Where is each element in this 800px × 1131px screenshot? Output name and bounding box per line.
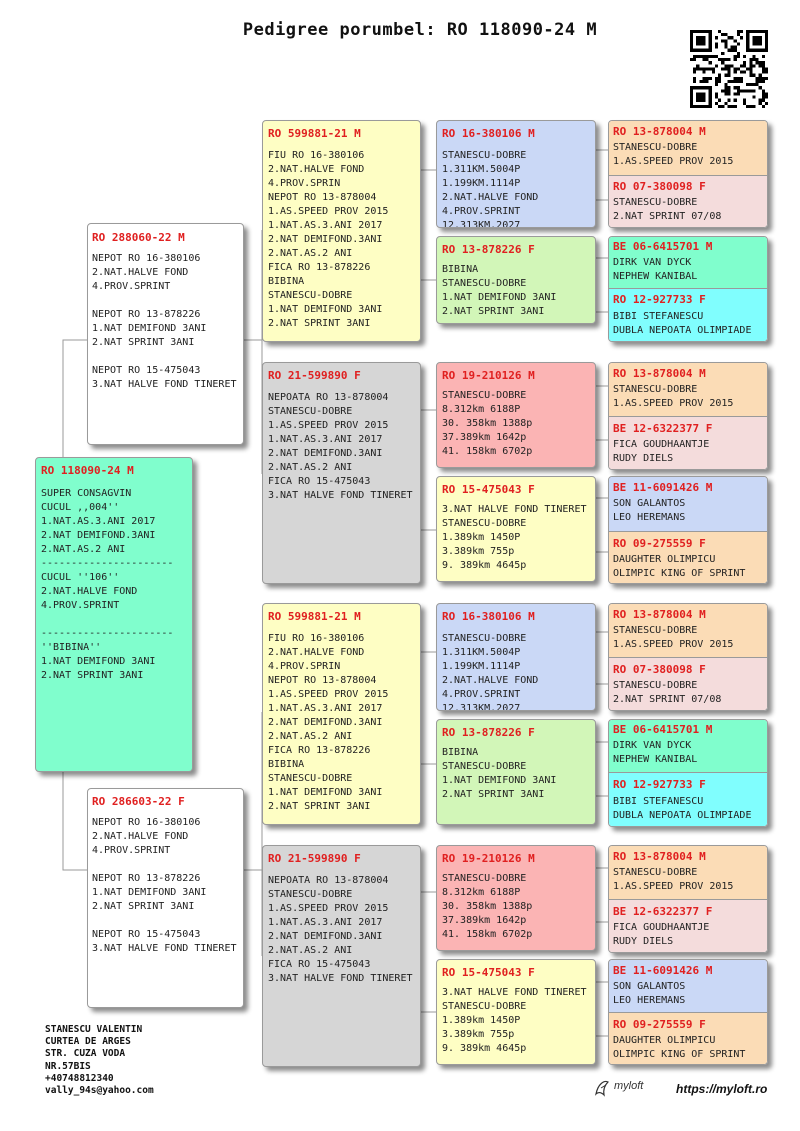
g4-details: FICA GOUDHAANTJE RUDY DIELS: [613, 922, 710, 947]
great-grandparent-ring: RO 19-210126 M: [442, 369, 535, 382]
g4-pair-card: [608, 120, 768, 228]
g4-ancestor[interactable]: [609, 846, 767, 899]
g4-details: SON GALANTOS LEO HEREMANS: [613, 498, 686, 523]
g4-details: STANESCU-DOBRE 1.AS.SPEED PROV 2015: [613, 625, 734, 650]
g4-details: STANESCU-DOBRE 2.NAT SPRINT 07/08: [613, 680, 722, 705]
g4-ring: RO 12-927733 F: [613, 293, 706, 306]
sire-ring: RO 288060-22 M: [92, 231, 185, 244]
g4-pair-card: [608, 362, 768, 470]
g4-details: STANESCU-DOBRE 2.NAT SPRINT 07/08: [613, 197, 722, 222]
g4-ancestor[interactable]: [609, 363, 767, 416]
g4-details: FICA GOUDHAANTJE RUDY DIELS: [613, 439, 710, 464]
g4-pair-card: [608, 603, 768, 711]
g4-pair-card: [608, 719, 768, 827]
owner-info: STANESCU VALENTIN CURTEA DE ARGES STR. CUZA VODA NR.57BIS +40748812340 vally_94s@yahoo.com: [45, 1024, 154, 1097]
g4-ring: RO 12-927733 F: [613, 778, 706, 791]
grandparent-ring: RO 21-599890 F: [268, 852, 361, 865]
g4-details: DAUGHTER OLIMPICU OLIMPIC KING OF SPRINT: [613, 1035, 746, 1060]
great-grandparent-card[interactable]: [436, 959, 596, 1065]
sire-details: NEPOT RO 16-380106 2.NAT.HALVE FOND 4.PROV.SPRINT NEPOT RO 13-878226 1.NAT DEMIFOND 3ANI 2.NAT SPRINT 3ANI NEPOT RO 15-475043 3.NAT HALVE FOND TINERET: [92, 253, 237, 390]
grandparent-details: NEPOATA RO 13-878004 STANESCU-DOBRE 1.AS.SPEED PROV 2015 1.NAT.AS.3.ANI 2017 2.NAT DEMIFOND.3ANI 2.NAT.AS.2 ANI FICA RO 15-475043 3.NAT HALVE FOND TINERET: [268, 875, 413, 984]
g4-ancestor[interactable]: [609, 604, 767, 657]
g4-ancestor[interactable]: [609, 531, 767, 584]
g4-details: DIRK VAN DYCK NEPHEW KANIBAL: [613, 740, 698, 765]
g4-ring: RO 13-878004 M: [613, 850, 706, 863]
great-grandparent-details: 3.NAT HALVE FOND TINERET STANESCU-DOBRE 1.389km 1450P 3.389km 755p 9. 389km 4645p: [442, 987, 587, 1054]
grandparent-card[interactable]: [262, 845, 421, 1067]
great-grandparent-ring: RO 16-380106 M: [442, 610, 535, 623]
great-grandparent-ring: RO 13-878226 F: [442, 243, 535, 256]
g4-ring: RO 13-878004 M: [613, 367, 706, 380]
g4-ancestor[interactable]: [609, 477, 767, 531]
great-grandparent-card[interactable]: [436, 362, 596, 468]
g4-ring: RO 07-380098 F: [613, 180, 706, 193]
grandparent-ring: RO 599881-21 M: [268, 610, 361, 623]
g4-ancestor[interactable]: [609, 175, 767, 228]
grandparent-ring: RO 599881-21 M: [268, 127, 361, 140]
g4-ring: RO 07-380098 F: [613, 663, 706, 676]
g4-details: STANESCU-DOBRE 1.AS.SPEED PROV 2015: [613, 867, 734, 892]
great-grandparent-ring: RO 16-380106 M: [442, 127, 535, 140]
g4-ancestor[interactable]: [609, 416, 767, 470]
great-grandparent-card[interactable]: [436, 603, 596, 711]
great-grandparent-details: BIBINA STANESCU-DOBRE 1.NAT DEMIFOND 3ANI 2.NAT SPRINT 3ANI: [442, 747, 557, 800]
g4-ring: BE 11-6091426 M: [613, 481, 713, 494]
great-grandparent-ring: RO 13-878226 F: [442, 726, 535, 739]
g4-ancestor[interactable]: [609, 121, 767, 175]
great-grandparent-card[interactable]: [436, 236, 596, 324]
g4-ancestor[interactable]: [609, 960, 767, 1012]
dam-details: NEPOT RO 16-380106 2.NAT.HALVE FOND 4.PROV.SPRINT NEPOT RO 13-878226 1.NAT DEMIFOND 3ANI 2.NAT SPRINT 3ANI NEPOT RO 15-475043 3.NAT HALVE FOND TINERET: [92, 817, 237, 954]
subject-card[interactable]: [35, 457, 193, 772]
grandparent-details: FIU RO 16-380106 2.NAT.HALVE FOND 4.PROV.SPRIN NEPOT RO 13-878004 1.AS.SPEED PROV 2015 1.NAT.AS.3.ANI 2017 2.NAT DEMIFOND.3ANI 2.NAT.AS.2 ANI FICA RO 13-878226 BIBINA STANESCU-DOBRE 1.NAT DEMIFOND 3ANI 2.NAT SPRINT 3ANI: [268, 150, 389, 329]
g4-ring: RO 09-275559 F: [613, 537, 706, 550]
logo-text: myloft: [614, 1080, 644, 1092]
g4-pair-card: [608, 959, 768, 1065]
g4-ring: RO 13-878004 M: [613, 608, 706, 621]
grandparent-details: NEPOATA RO 13-878004 STANESCU-DOBRE 1.AS.SPEED PROV 2015 1.NAT.AS.3.ANI 2017 2.NAT DEMIFOND.3ANI 2.NAT.AS.2 ANI FICA RO 15-475043 3.NAT HALVE FOND TINERET: [268, 392, 413, 501]
great-grandparent-card[interactable]: [436, 845, 596, 951]
great-grandparent-details: STANESCU-DOBRE 1.311KM.5004P 1.199KM.1114P 2.NAT.HALVE FOND 4.PROV.SPRINT 12.313KM.2027: [442, 633, 539, 711]
dam-ring: RO 286603-22 F: [92, 795, 185, 808]
g4-details: DAUGHTER OLIMPICU OLIMPIC KING OF SPRINT: [613, 554, 746, 579]
grandparent-card[interactable]: [262, 603, 421, 825]
g4-pair-card: [608, 236, 768, 342]
great-grandparent-card[interactable]: [436, 120, 596, 228]
g4-ring: BE 11-6091426 M: [613, 964, 713, 977]
grandparent-details: FIU RO 16-380106 2.NAT.HALVE FOND 4.PROV.SPRIN NEPOT RO 13-878004 1.AS.SPEED PROV 2015 1.NAT.AS.3.ANI 2017 2.NAT DEMIFOND.3ANI 2.NAT.AS.2 ANI FICA RO 13-878226 BIBINA STANESCU-DOBRE 1.NAT DEMIFOND 3ANI 2.NAT SPRINT 3ANI: [268, 633, 389, 812]
g4-pair-card: [608, 476, 768, 584]
subject-ring: RO 118090-24 M: [41, 464, 134, 477]
great-grandparent-details: STANESCU-DOBRE 8.312km 6188P 30. 358km 1388p 37.389km 1642p 41. 158km 6702p: [442, 390, 533, 457]
dam-card[interactable]: [87, 788, 244, 1008]
g4-ring: BE 06-6415701 M: [613, 240, 713, 253]
great-grandparent-details: 3.NAT HALVE FOND TINERET STANESCU-DOBRE 1.389km 1450P 3.389km 755p 9. 389km 4645p: [442, 504, 587, 571]
g4-ancestor[interactable]: [609, 772, 767, 827]
great-grandparent-details: STANESCU-DOBRE 1.311KM.5004P 1.199KM.1114P 2.NAT.HALVE FOND 4.PROV.SPRINT 12.313KM.2027: [442, 150, 539, 228]
grandparent-card[interactable]: [262, 120, 421, 342]
g4-details: BIBI STEFANESCU DUBLA NEPOATA OLIMPIADE: [613, 311, 752, 336]
grandparent-card[interactable]: [262, 362, 421, 584]
g4-ancestor[interactable]: [609, 237, 767, 288]
g4-ring: BE 06-6415701 M: [613, 723, 713, 736]
great-grandparent-details: STANESCU-DOBRE 8.312km 6188P 30. 358km 1388p 37.389km 1642p 41. 158km 6702p: [442, 873, 533, 940]
sire-card[interactable]: [87, 223, 244, 445]
g4-ancestor[interactable]: [609, 899, 767, 953]
great-grandparent-ring: RO 15-475043 F: [442, 966, 535, 979]
page-title: Pedigree porumbel: RO 118090-24 M: [242, 20, 598, 40]
g4-ring: BE 12-6322377 F: [613, 422, 713, 435]
great-grandparent-ring: RO 15-475043 F: [442, 483, 535, 496]
g4-details: BIBI STEFANESCU DUBLA NEPOATA OLIMPIADE: [613, 796, 752, 821]
great-grandparent-card[interactable]: [436, 476, 596, 582]
great-grandparent-ring: RO 19-210126 M: [442, 852, 535, 865]
g4-ancestor[interactable]: [609, 1012, 767, 1065]
website-link[interactable]: https://myloft.ro: [676, 1082, 768, 1096]
great-grandparent-card[interactable]: [436, 719, 596, 825]
g4-details: SON GALANTOS LEO HEREMANS: [613, 981, 686, 1006]
g4-details: STANESCU-DOBRE 1.AS.SPEED PROV 2015: [613, 142, 734, 167]
subject-details: SUPER CONSAGVIN CUCUL ,,004'' 1.NAT.AS.3.ANI 2017 2.NAT DEMIFOND.3ANI 2.NAT.AS.2 ANI ---------------------- CUCUL ''106'' 2.NAT.HALVE FOND 4.PROV.SPRINT ---------------------- ''BIBINA'' 1.NAT DEMIFOND 3ANI 2.NAT SPRINT 3ANI: [41, 488, 174, 681]
g4-ancestor[interactable]: [609, 720, 767, 772]
grandparent-ring: RO 21-599890 F: [268, 369, 361, 382]
great-grandparent-details: BIBINA STANESCU-DOBRE 1.NAT DEMIFOND 3ANI 2.NAT SPRINT 3ANI: [442, 264, 557, 317]
g4-ring: RO 13-878004 M: [613, 125, 706, 138]
g4-details: STANESCU-DOBRE 1.AS.SPEED PROV 2015: [613, 384, 734, 409]
g4-ring: RO 09-275559 F: [613, 1018, 706, 1031]
g4-ancestor[interactable]: [609, 657, 767, 711]
g4-ancestor[interactable]: [609, 288, 767, 342]
g4-pair-card: [608, 845, 768, 953]
g4-ring: BE 12-6322377 F: [613, 905, 713, 918]
g4-details: DIRK VAN DYCK NEPHEW KANIBAL: [613, 257, 698, 282]
